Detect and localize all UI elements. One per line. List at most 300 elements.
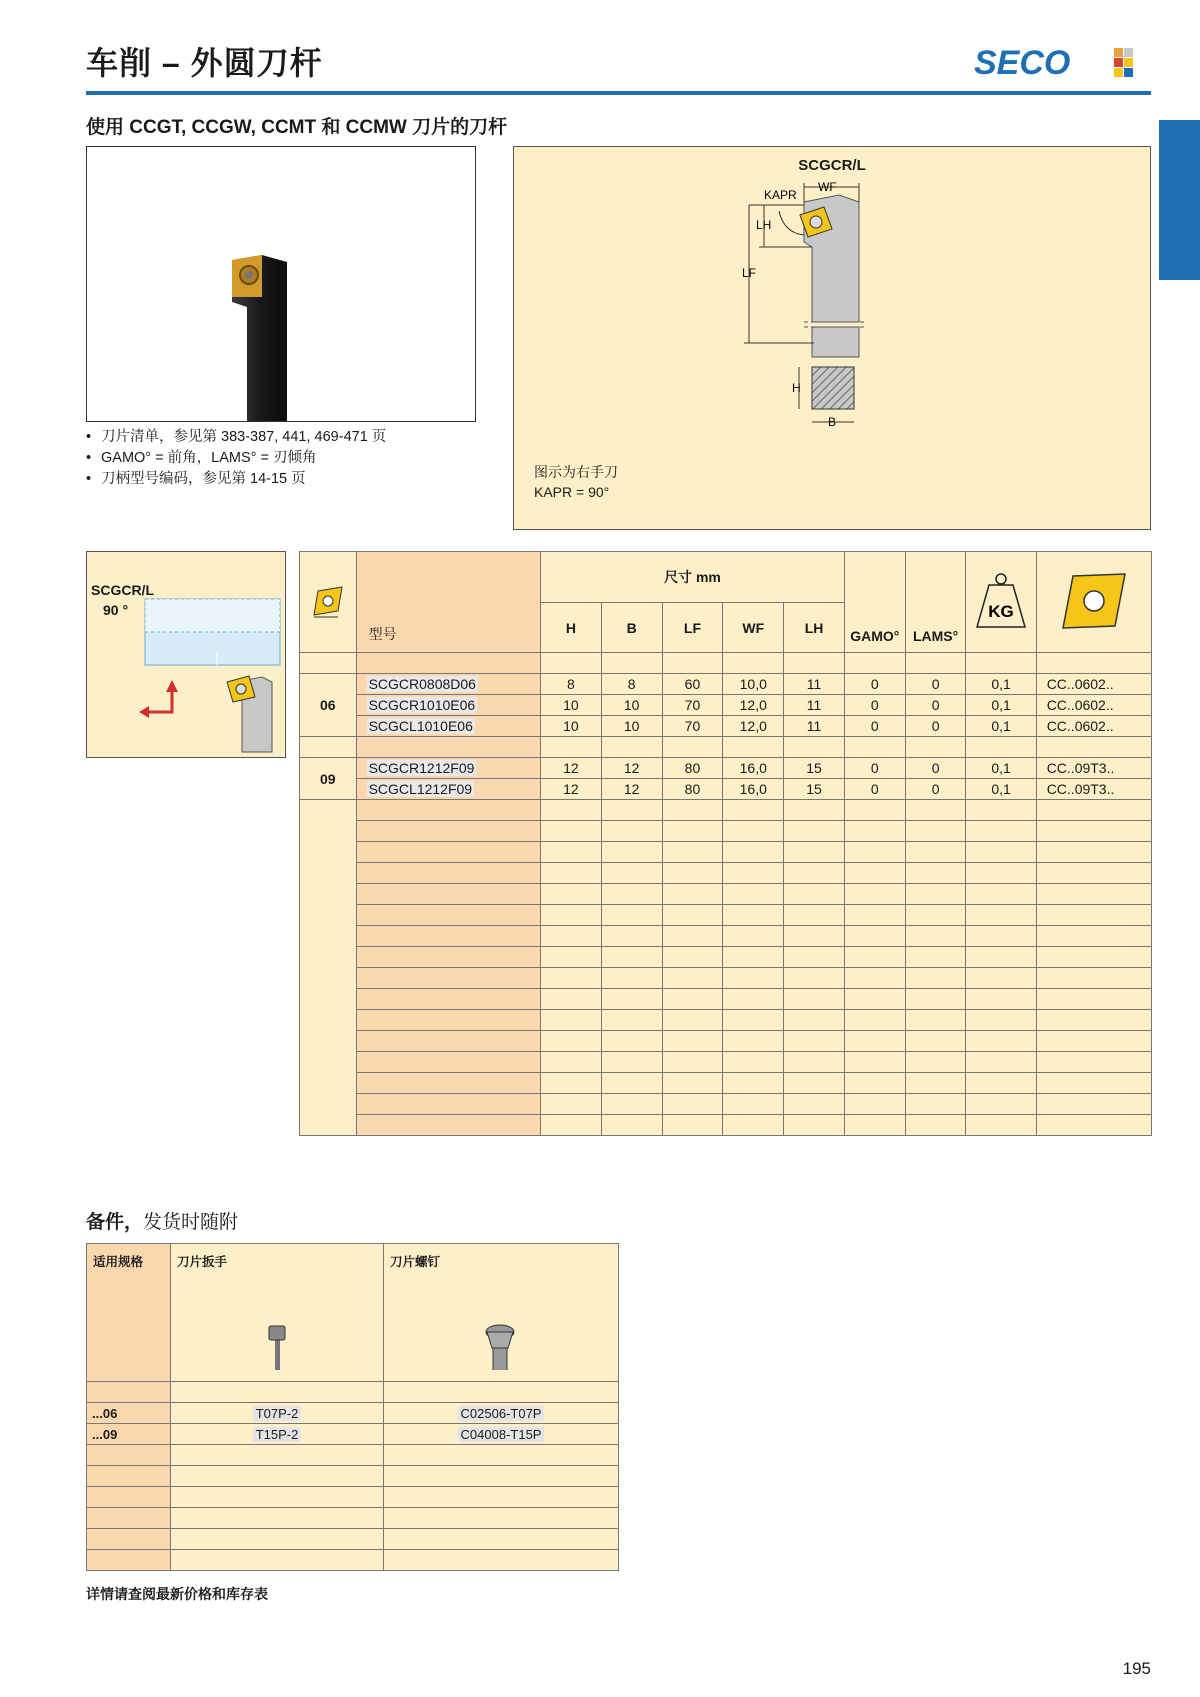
insert-code: CC..0602.. (1036, 674, 1151, 695)
value-cell (723, 842, 784, 863)
value-cell (844, 653, 905, 674)
value-h: 12 (541, 779, 602, 800)
value-cell (1036, 905, 1151, 926)
approach-diagram (86, 551, 286, 758)
value-cell (662, 842, 723, 863)
value-cell (1036, 1115, 1151, 1136)
value-cell (601, 800, 662, 821)
gamo-header: GAMO° (844, 552, 905, 653)
weight-label: KG (988, 601, 1014, 621)
value-cell (662, 1031, 723, 1052)
key-value: T07P-2 (253, 1406, 302, 1421)
note-item: • 刀片清单，参见第 383-387, 441, 469-471 页 (86, 427, 386, 448)
value-cell (905, 653, 966, 674)
value-wf: 12,0 (723, 716, 784, 737)
value-cell (723, 1073, 784, 1094)
value-gamo: 0 (844, 779, 905, 800)
value-cell (662, 1010, 723, 1031)
wf-label: WF (818, 180, 837, 194)
model-cell (356, 1094, 540, 1115)
value-lh: 15 (784, 779, 845, 800)
value-cell (844, 1010, 905, 1031)
size-cell (300, 800, 357, 1136)
value-cell (541, 842, 602, 863)
table-row-empty (300, 1073, 1152, 1094)
value-kg: 0,1 (966, 674, 1036, 695)
value-cell (905, 1115, 966, 1136)
value-cell (601, 1094, 662, 1115)
value-cell (662, 821, 723, 842)
product-table (299, 551, 1152, 1136)
table-row (300, 716, 1152, 737)
value-lh: 15 (784, 758, 845, 779)
insert-icon (1059, 570, 1129, 632)
value-cell (1036, 800, 1151, 821)
value-b: 8 (601, 674, 662, 695)
value-cell (905, 884, 966, 905)
value-cell (723, 737, 784, 758)
value-cell (1036, 821, 1151, 842)
value-h: 12 (541, 758, 602, 779)
value-cell (1036, 863, 1151, 884)
value-cell (784, 653, 845, 674)
value-cell (723, 1094, 784, 1115)
b-label: B (828, 415, 837, 429)
value-h: 8 (541, 674, 602, 695)
model-cell (356, 842, 540, 863)
value-cell (905, 905, 966, 926)
value-cell (966, 968, 1036, 989)
value-lh: 11 (784, 716, 845, 737)
value-cell (844, 926, 905, 947)
workpiece-diagram (87, 552, 285, 757)
value-gamo: 0 (844, 695, 905, 716)
size-cell: 06 (300, 674, 357, 737)
lf-label: LF (742, 266, 757, 280)
value-lf: 70 (662, 695, 723, 716)
subtitle: 使用 CCGT, CCGW, CCMT 和 CCMW 刀片的刀杆 (86, 117, 508, 138)
technical-drawing (513, 146, 1151, 530)
size-header-label: 适用规格 (93, 1255, 144, 1269)
table-row (300, 779, 1152, 800)
value-lf: 60 (662, 674, 723, 695)
note-line-1: 图示为右手刀 (534, 464, 618, 480)
spare-parts-table (86, 1243, 619, 1571)
value-cell (541, 926, 602, 947)
value-cell (784, 1094, 845, 1115)
value-kg: 0,1 (966, 695, 1036, 716)
value-cell (601, 1052, 662, 1073)
value-cell (541, 653, 602, 674)
model-cell (356, 968, 540, 989)
insert-code: CC..0602.. (1036, 695, 1151, 716)
table-row (300, 758, 1152, 779)
value-cell (601, 884, 662, 905)
insert-code: CC..09T3.. (1036, 779, 1151, 800)
value-wf: 16,0 (723, 758, 784, 779)
model-code (356, 758, 540, 779)
value-gamo: 0 (844, 716, 905, 737)
value-cell (966, 926, 1036, 947)
value-cell (844, 905, 905, 926)
value-cell (723, 947, 784, 968)
model-cell (356, 905, 540, 926)
table-row-empty (300, 737, 1152, 758)
footnote: 详情请查阅最新价格和库存表 (86, 1586, 268, 1602)
value-cell (601, 905, 662, 926)
model-code-text: SCGCR0808D06 (368, 676, 476, 692)
spare-size: ...09 (87, 1424, 171, 1445)
value-cell (966, 989, 1036, 1010)
value-cell (662, 1094, 723, 1115)
value-cell (1036, 1052, 1151, 1073)
table-row-empty (300, 863, 1152, 884)
value-cell (1036, 653, 1151, 674)
value-cell (966, 842, 1036, 863)
key-column-header (171, 1244, 384, 1382)
value-cell (1036, 1031, 1151, 1052)
value-cell (601, 1010, 662, 1031)
value-cell (844, 1052, 905, 1073)
kapr-label: KAPR (764, 188, 797, 202)
value-cell (784, 947, 845, 968)
value-cell (905, 1094, 966, 1115)
table-row-empty (300, 1094, 1152, 1115)
value-cell (1036, 1010, 1151, 1031)
value-cell (905, 821, 966, 842)
value-h: 10 (541, 716, 602, 737)
insert-code: CC..0602.. (1036, 716, 1151, 737)
value-cell (966, 1115, 1036, 1136)
drawing-note (534, 462, 618, 502)
value-cell (905, 1031, 966, 1052)
value-cell (1036, 842, 1151, 863)
value-cell (723, 821, 784, 842)
spare-key (171, 1424, 384, 1445)
model-code (356, 779, 540, 800)
seco-logo (974, 44, 1150, 80)
value-cell (966, 884, 1036, 905)
value-cell (784, 884, 845, 905)
value-cell (662, 989, 723, 1010)
value-cell (723, 926, 784, 947)
value-lams: 0 (905, 674, 966, 695)
value-cell (905, 737, 966, 758)
size-cell: 09 (300, 758, 357, 800)
value-lams: 0 (905, 716, 966, 737)
tool-photo (86, 146, 476, 422)
tool-holder-image (87, 147, 475, 421)
value-cell (541, 800, 602, 821)
value-cell (905, 926, 966, 947)
value-wf: 16,0 (723, 779, 784, 800)
size-cell (300, 653, 357, 674)
model-cell (356, 926, 540, 947)
model-cell (356, 653, 540, 674)
value-cell (601, 1115, 662, 1136)
model-cell (356, 821, 540, 842)
value-cell (844, 821, 905, 842)
value-cell (966, 1010, 1036, 1031)
mini-title-text: SCGCR/L (91, 582, 154, 598)
value-b: 10 (601, 716, 662, 737)
model-cell (356, 737, 540, 758)
value-cell (541, 821, 602, 842)
brand-text: SECO (974, 44, 1071, 80)
value-lams: 0 (905, 695, 966, 716)
value-gamo: 0 (844, 758, 905, 779)
dimension-drawing (514, 147, 1150, 447)
value-cell (723, 1052, 784, 1073)
value-cell (541, 989, 602, 1010)
value-cell (1036, 947, 1151, 968)
value-cell (1036, 968, 1151, 989)
value-cell (662, 884, 723, 905)
value-cell (541, 1010, 602, 1031)
value-cell (784, 737, 845, 758)
model-cell (356, 989, 540, 1010)
model-code-text: SCGCL1212F09 (368, 781, 473, 797)
spare-row (87, 1424, 619, 1445)
value-cell (905, 863, 966, 884)
value-gamo: 0 (844, 674, 905, 695)
table-row-empty (300, 968, 1152, 989)
b-header: B (601, 603, 662, 653)
value-cell (844, 1115, 905, 1136)
value-cell (541, 1052, 602, 1073)
value-cell (784, 1031, 845, 1052)
value-cell (723, 1115, 784, 1136)
spare-title-bold: 备件， (86, 1212, 144, 1233)
value-cell (1036, 1073, 1151, 1094)
value-cell (723, 884, 784, 905)
model-code-text: SCGCR1212F09 (368, 760, 475, 776)
value-kg: 0,1 (966, 716, 1036, 737)
value-cell (662, 1052, 723, 1073)
lf-header: LF (662, 603, 723, 653)
value-cell (966, 821, 1036, 842)
insert-header (1036, 552, 1151, 653)
table-row-empty (300, 821, 1152, 842)
table-row-empty (300, 800, 1152, 821)
value-cell (723, 1010, 784, 1031)
value-cell (966, 947, 1036, 968)
value-cell (784, 863, 845, 884)
value-lh: 11 (784, 695, 845, 716)
value-lf: 80 (662, 758, 723, 779)
model-code (356, 695, 540, 716)
section-tab (1159, 120, 1200, 280)
model-cell (356, 1073, 540, 1094)
model-cell (356, 1010, 540, 1031)
value-cell (601, 989, 662, 1010)
insert-shape-icon (310, 583, 346, 619)
torx-key-icon (177, 1270, 377, 1370)
table-row-empty (300, 884, 1152, 905)
value-cell (1036, 926, 1151, 947)
value-cell (844, 1094, 905, 1115)
size-column-header (87, 1244, 171, 1382)
insert-shape-header (300, 552, 357, 653)
page-title: 车削 – 外圆刀杆 (86, 45, 323, 81)
value-cell (905, 1073, 966, 1094)
value-cell (541, 1094, 602, 1115)
value-cell (784, 800, 845, 821)
value-cell (784, 842, 845, 863)
h-header: H (541, 603, 602, 653)
table-row-empty (300, 1010, 1152, 1031)
value-cell (844, 989, 905, 1010)
value-cell (784, 989, 845, 1010)
screw-value: C04008-T15P (458, 1427, 545, 1442)
spare-parts-title (86, 1207, 238, 1234)
value-lams: 0 (905, 779, 966, 800)
table-row-empty (300, 1031, 1152, 1052)
model-cell (356, 1115, 540, 1136)
value-cell (601, 842, 662, 863)
value-cell (844, 884, 905, 905)
value-cell (784, 968, 845, 989)
note-item: • 刀柄型号编码，参见第 14-15 页 (86, 469, 386, 490)
dimension-header: 尺寸 mm (541, 552, 845, 603)
value-cell (541, 737, 602, 758)
value-lf: 80 (662, 779, 723, 800)
model-code (356, 674, 540, 695)
page-number: 195 (1122, 1659, 1151, 1678)
value-cell (541, 1115, 602, 1136)
value-cell (541, 1031, 602, 1052)
value-lf: 70 (662, 716, 723, 737)
table-row-empty (300, 1115, 1152, 1136)
value-b: 12 (601, 779, 662, 800)
value-cell (662, 905, 723, 926)
h-label: H (792, 381, 801, 395)
value-cell (601, 947, 662, 968)
spare-title-rest: 发货时随附 (143, 1212, 239, 1233)
value-cell (662, 968, 723, 989)
value-cell (723, 1031, 784, 1052)
model-cell (356, 1031, 540, 1052)
value-cell (662, 800, 723, 821)
insert-code: CC..09T3.. (1036, 758, 1151, 779)
table-row-empty (300, 842, 1152, 863)
value-b: 10 (601, 695, 662, 716)
table-row (300, 695, 1152, 716)
spare-screw (384, 1424, 619, 1445)
value-cell (784, 1073, 845, 1094)
value-cell (662, 1115, 723, 1136)
value-cell (723, 800, 784, 821)
value-cell (541, 947, 602, 968)
value-cell (723, 863, 784, 884)
header-rule (86, 91, 1151, 95)
value-cell (601, 821, 662, 842)
value-cell (784, 1010, 845, 1031)
value-cell (1036, 1094, 1151, 1115)
value-cell (662, 947, 723, 968)
value-cell (541, 863, 602, 884)
value-h: 10 (541, 695, 602, 716)
value-wf: 10,0 (723, 674, 784, 695)
spare-size: ...06 (87, 1403, 171, 1424)
value-cell (601, 863, 662, 884)
value-cell (723, 653, 784, 674)
value-cell (966, 863, 1036, 884)
value-cell (1036, 884, 1151, 905)
screw-header-label: 刀片螺钉 (390, 1255, 441, 1269)
lh-header: LH (784, 603, 845, 653)
value-cell (844, 800, 905, 821)
value-kg: 0,1 (966, 779, 1036, 800)
value-cell (966, 800, 1036, 821)
value-cell (905, 989, 966, 1010)
value-cell (541, 968, 602, 989)
value-cell (601, 926, 662, 947)
value-cell (784, 1052, 845, 1073)
value-cell (601, 1031, 662, 1052)
value-cell (905, 968, 966, 989)
value-cell (905, 1052, 966, 1073)
value-wf: 12,0 (723, 695, 784, 716)
value-cell (844, 947, 905, 968)
value-cell (966, 1094, 1036, 1115)
value-cell (844, 1031, 905, 1052)
value-cell (844, 1073, 905, 1094)
value-cell (723, 989, 784, 1010)
value-b: 12 (601, 758, 662, 779)
model-header: 型号 (356, 552, 540, 653)
table-row-empty (300, 1052, 1152, 1073)
value-cell (1036, 737, 1151, 758)
value-cell (541, 905, 602, 926)
value-cell (784, 1115, 845, 1136)
model-cell (356, 947, 540, 968)
value-cell (662, 653, 723, 674)
value-cell (966, 653, 1036, 674)
table-row-empty (300, 926, 1152, 947)
notes-list (86, 427, 386, 490)
value-kg: 0,1 (966, 758, 1036, 779)
table-row-empty (300, 653, 1152, 674)
value-cell (966, 1031, 1036, 1052)
value-cell (662, 926, 723, 947)
mini-angle: 90 ° (103, 602, 129, 618)
value-cell (601, 737, 662, 758)
value-cell (966, 1073, 1036, 1094)
note-line-2: KAPR = 90° (534, 484, 610, 500)
value-cell (905, 1010, 966, 1031)
value-cell (905, 842, 966, 863)
value-cell (1036, 989, 1151, 1010)
model-code-text: SCGCL1010E06 (368, 718, 473, 734)
value-cell (844, 863, 905, 884)
value-cell (784, 821, 845, 842)
table-row-empty (300, 905, 1152, 926)
value-cell (844, 968, 905, 989)
spare-screw (384, 1403, 619, 1424)
table-row-empty (300, 947, 1152, 968)
value-cell (844, 842, 905, 863)
spare-row (87, 1403, 619, 1424)
table-row (300, 674, 1152, 695)
key-value: T15P-2 (253, 1427, 302, 1442)
value-cell (905, 800, 966, 821)
value-cell (905, 947, 966, 968)
model-cell (356, 1052, 540, 1073)
value-cell (723, 968, 784, 989)
value-cell (541, 884, 602, 905)
value-lams: 0 (905, 758, 966, 779)
